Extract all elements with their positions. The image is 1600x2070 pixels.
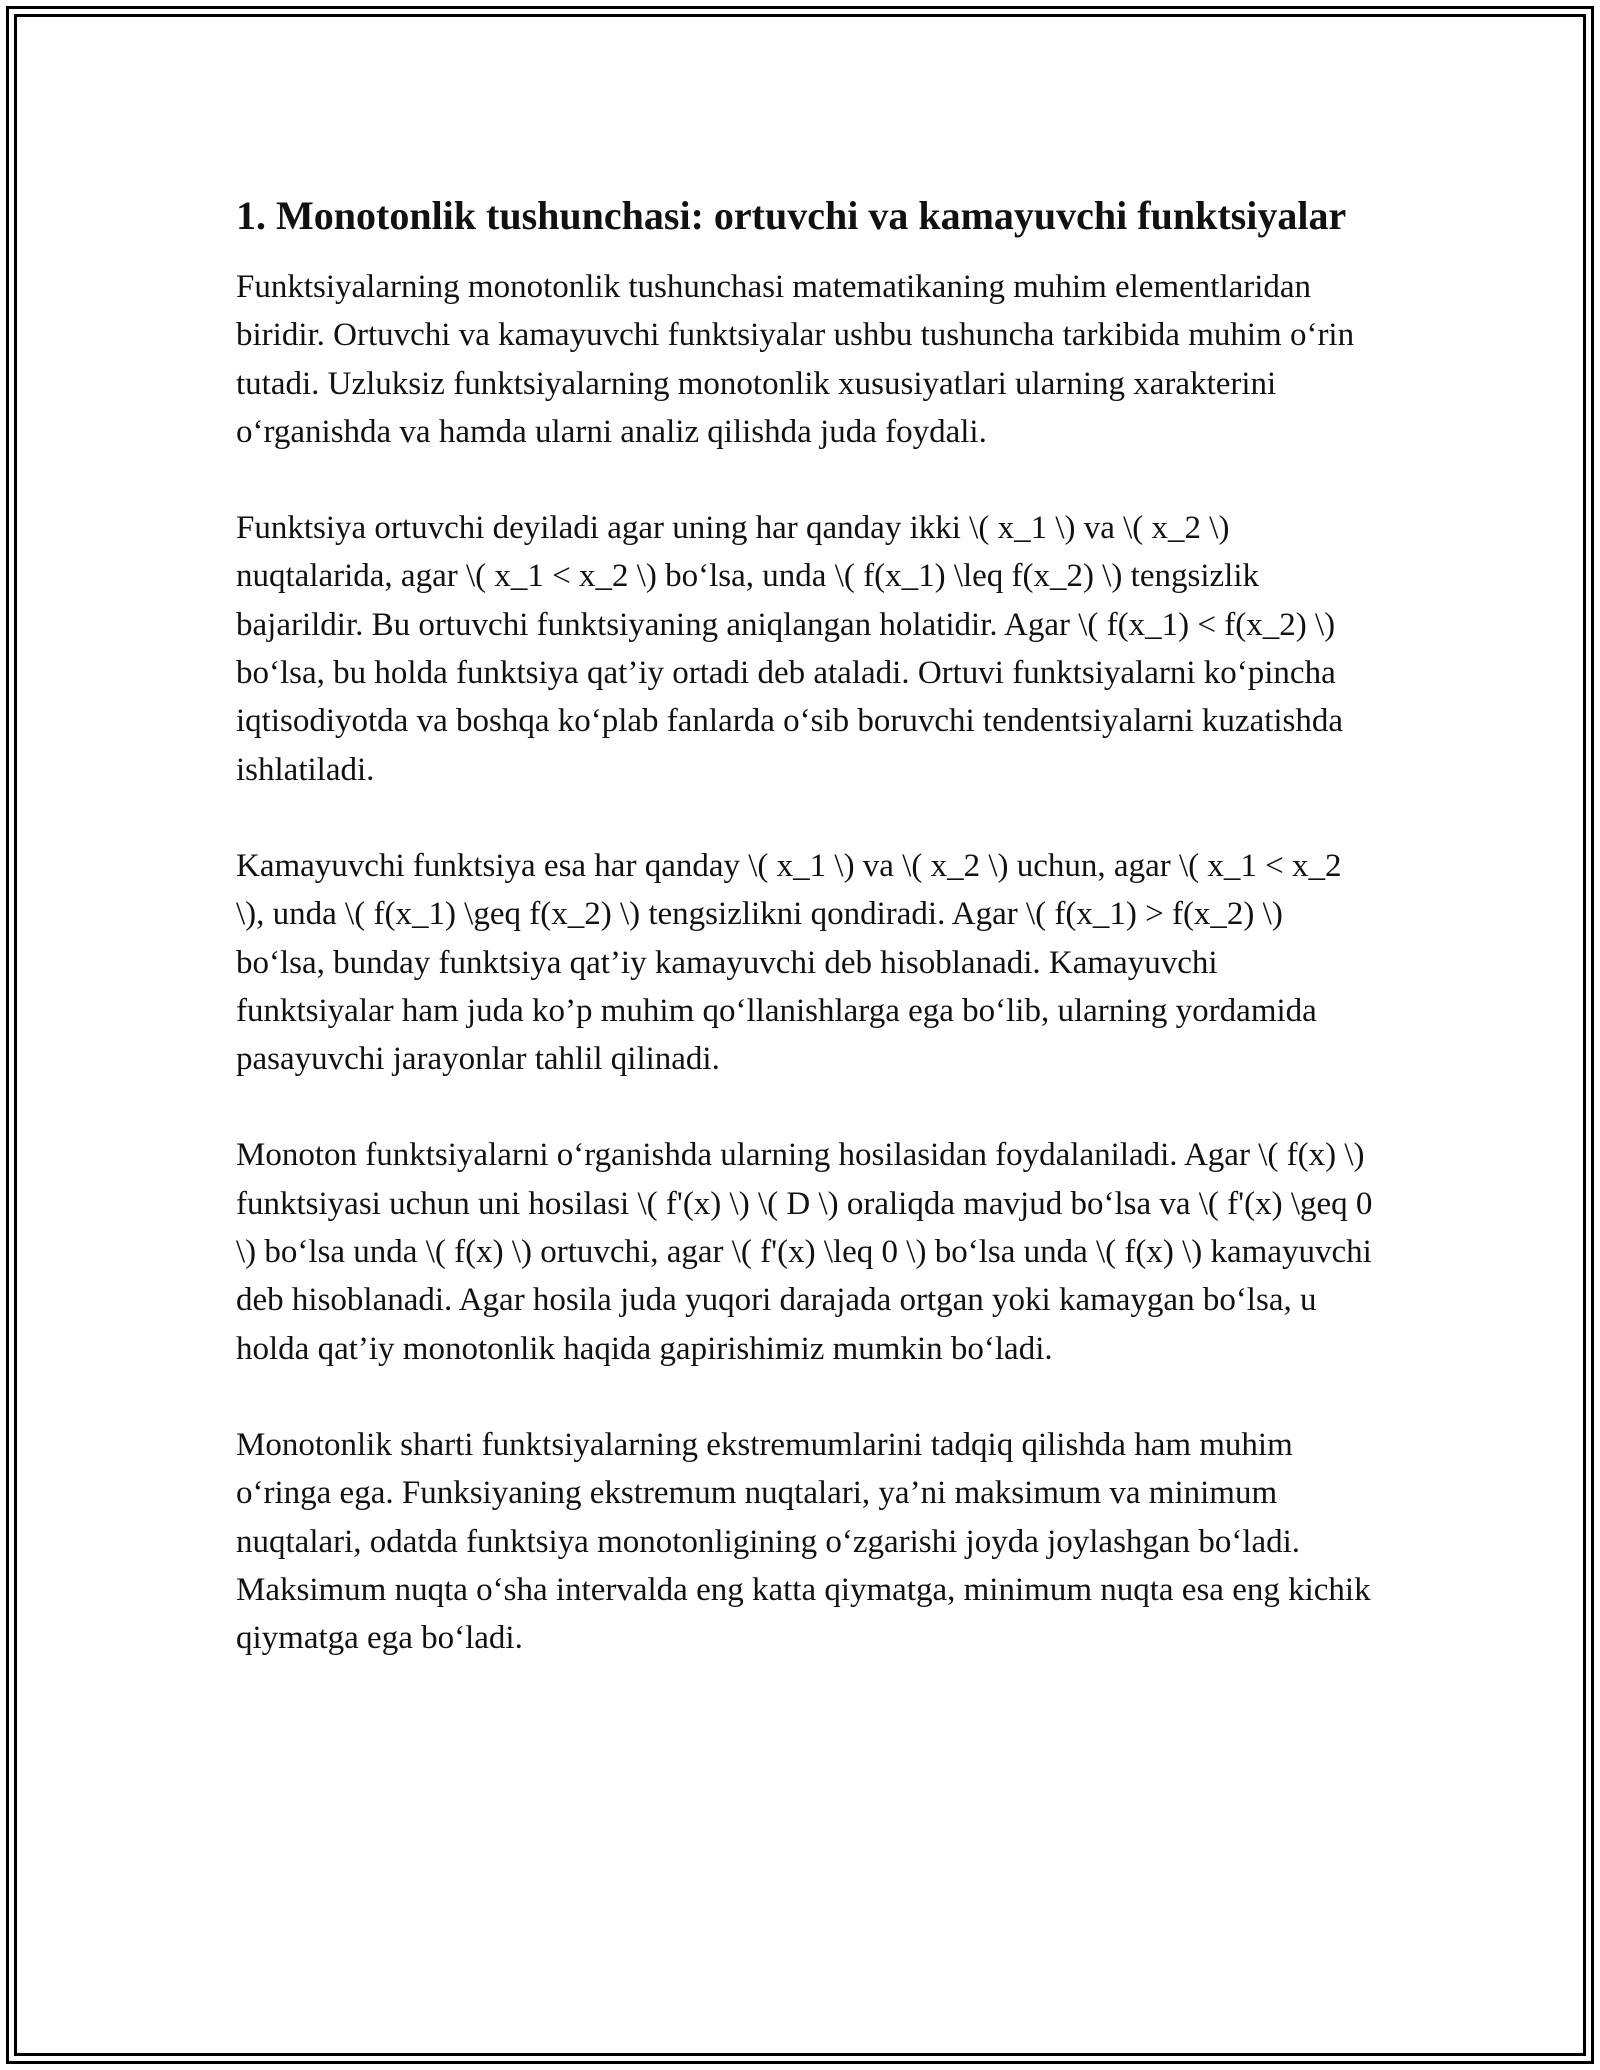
document-body <box>236 188 1376 1710</box>
paragraph-5: Monotonlik sharti funktsiyalarning ekstremumlarini tadqiq qilishda ham muhim o‘ringa ega. Funksiyaning ekstremum nuqtalari, ya’ni maksimum va minimum nuqtalari, odatda funktsiya monotonligining o‘zgarishi joyda joylashgan bo‘ladi. Maksimum nuqta o‘sha intervalda eng katta qiymatga, minimum nuqta esa eng kichik qiymatga ega bo‘ladi. <box>236 1426 1371 1657</box>
paragraph-3: Kamayuvchi funktsiya esa har qanday \( x_1 \) va \( x_2 \) uchun, agar \( x_1 < x_2 \), unda \( f(x_1) \geq f(x_2) \) tengsizlikni qondiradi. Agar \( f(x_1) > f(x_2) \) bo‘lsa, bunday funktsiya qat’iy kamayuvchi deb hisoblanadi. Kamayuvchi funktsiyalar ham juda ko’p muhim qo‘llanishlarga ega bo‘lib, ularning yordamida pasayuvchi jarayonlar tahlil qilinadi. <box>236 847 1342 1078</box>
paragraph-1: Funktsiyalarning monotonlik tushunchasi matematikaning muhim elementlaridan biridir. Ortuvchi va kamayuvchi funktsiyalar ushbu tushuncha tarkibida muhim o‘rin tutadi. Uzluksiz funktsiyalarning monotonlik xususiyatlari ularning xarakterini o‘rganishda va hamda ularni analiz qilishda juda foydali. <box>236 269 1355 450</box>
paragraph-2: Funktsiya ortuvchi deyiladi agar uning har qanday ikki \( x_1 \) va \( x_2 \) nuqtalarida, agar \( x_1 < x_2 \) bo‘lsa, unda \( f(x_1) \leq f(x_2) \) tengsizlik bajarildir. Bu ortuvchi funktsiyaning aniqlangan holatidir. Agar \( f(x_1) < f(x_2) \) bo‘lsa, bu holda funktsiya qat’iy ortadi deb ataladi. Ortuvi funktsiyalarni ko‘pincha iqtisodiyotda va boshqa ko‘plab fanlarda o‘sib boruvchi tendentsiyalarni kuzatishda ishlatiladi. <box>236 510 1344 788</box>
paragraph-4: Monoton funktsiyalarni o‘rganishda ularning hosilasidan foydalaniladi. Agar \( f(x) \) funktsiyasi uchun uni hosilasi \( f'(x) \) \( D \) oraliqda mavjud bo‘lsa va \( f'(x) \geq 0 \) bo‘lsa unda \( f(x) \) ortuvchi, agar \( f'(x) \leq 0 \) bo‘lsa unda \( f(x) \) kamayuvchi deb hisoblanadi. Agar hosila juda yuqori darajada ortgan yoki kamaygan bo‘lsa, u holda qat’iy monotonlik haqida gapirishimiz mumkin bo‘ladi. <box>236 1137 1373 1367</box>
section-heading: 1. Monotonlik tushunchasi: ortuvchi va kamayuvchi funktsiyalar <box>236 193 1347 238</box>
